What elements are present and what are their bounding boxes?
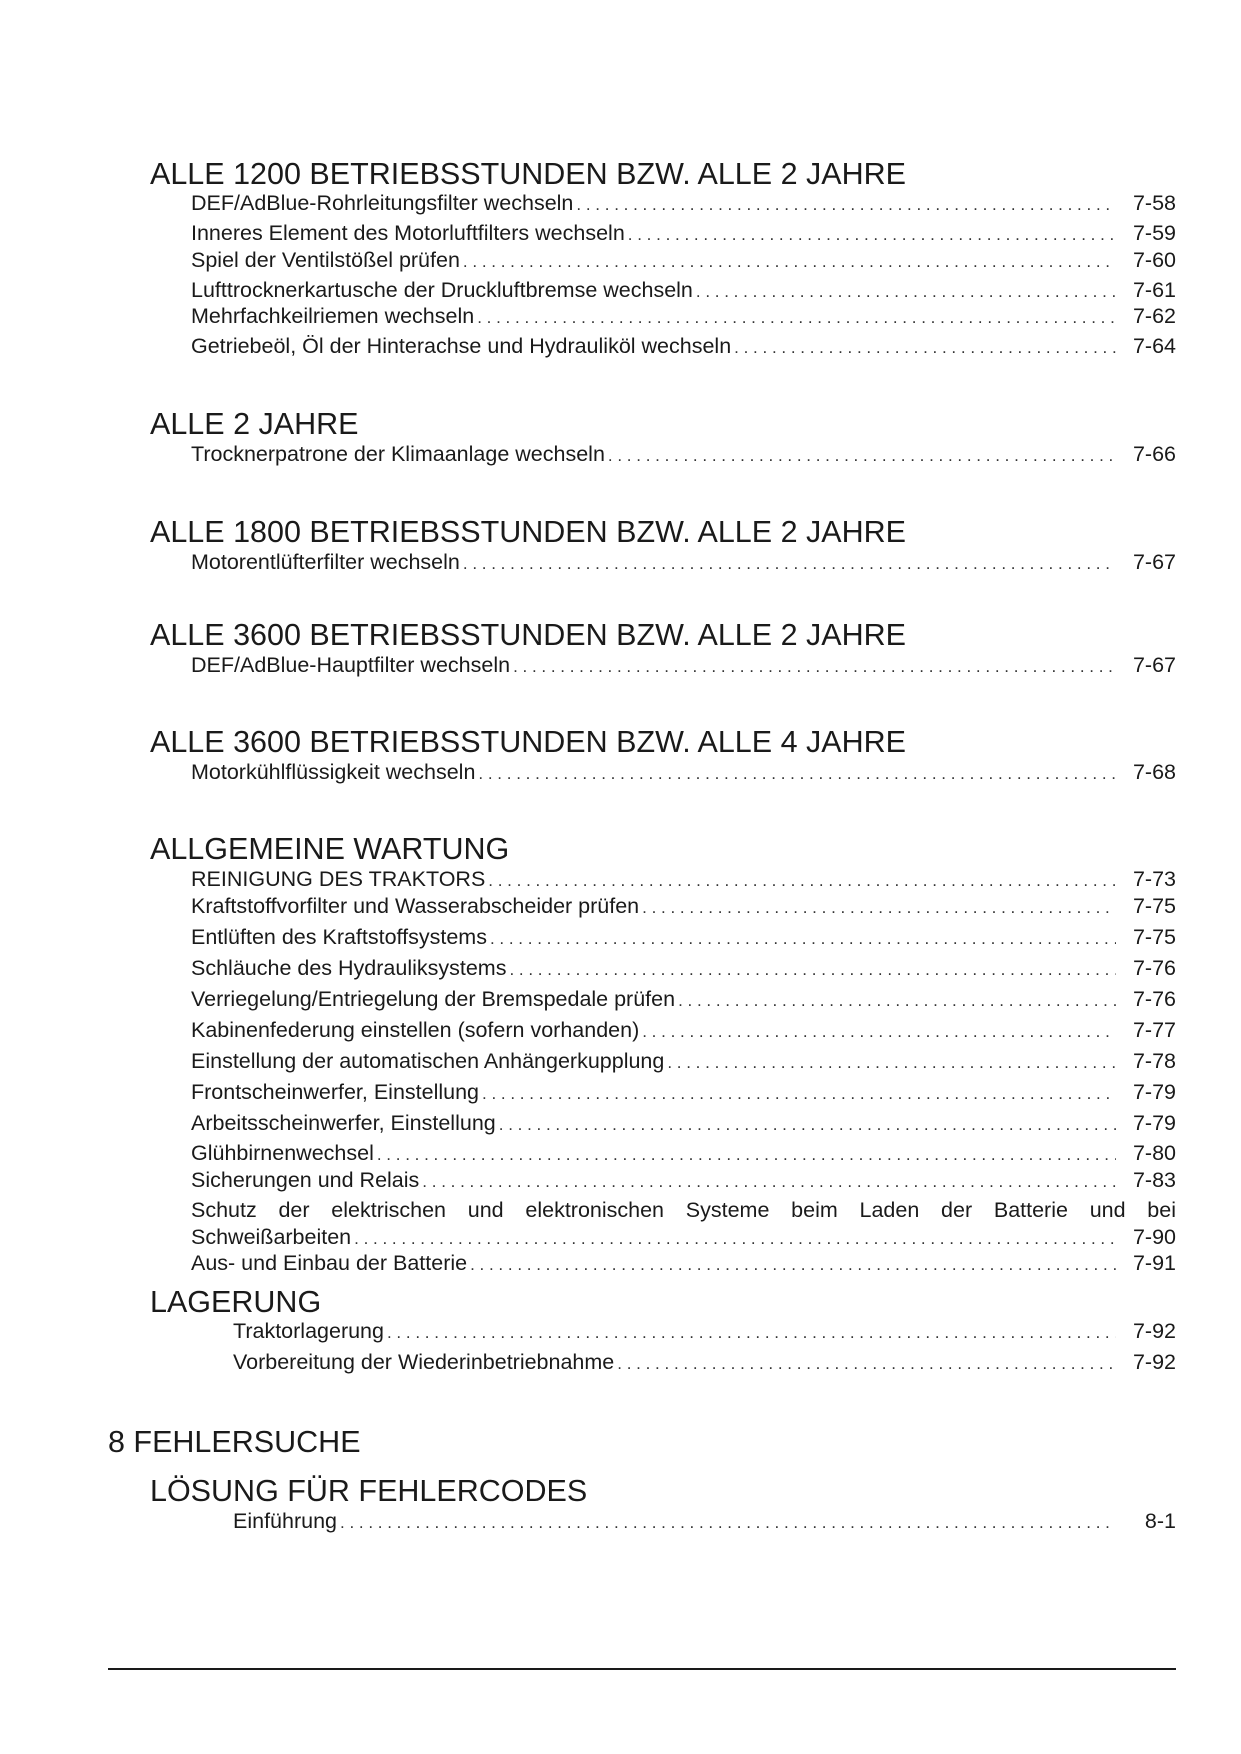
toc-entry[interactable]: [191, 1224, 1176, 1250]
leader-dots: [463, 551, 1116, 577]
toc-entry-page: 7-76: [1132, 956, 1176, 980]
toc-entry-page: 7-73: [1132, 867, 1176, 891]
section-heading: ALLE 3600 BETRIEBSSTUNDEN BZW. ALLE 4 JAHRE: [150, 725, 907, 759]
leader-dots: [734, 335, 1116, 361]
toc-entry-page: 7-58: [1132, 191, 1176, 215]
toc-entry-page: 7-78: [1132, 1049, 1176, 1073]
toc-entry-title: Aus- und Einbau der Batterie: [191, 1251, 468, 1275]
toc-entry-page: 7-60: [1132, 248, 1176, 272]
toc-entry-title: DEF/AdBlue-Hauptfilter wechseln: [191, 653, 511, 677]
footer-rule: [108, 1668, 1176, 1670]
toc-entry[interactable]: [191, 1079, 1176, 1105]
leader-dots: [667, 1050, 1116, 1076]
section-heading: ALLGEMEINE WARTUNG: [150, 832, 510, 866]
toc-entry[interactable]: [191, 652, 1176, 678]
toc-entry-title: Trocknerpatrone der Klimaanlage wechseln: [191, 442, 605, 466]
leader-dots: [470, 1252, 1116, 1278]
toc-entry-title: Entlüften des Kraftstoffsystems: [191, 925, 487, 949]
toc-entry[interactable]: [191, 190, 1176, 216]
toc-entry-page: 7-68: [1132, 760, 1176, 784]
toc-entry[interactable]: [191, 1140, 1176, 1166]
leader-dots: [490, 926, 1116, 952]
toc-entry-page: 7-75: [1132, 894, 1176, 918]
toc-entry[interactable]: [191, 986, 1176, 1012]
toc-entry-title: Lufttrocknerkartusche der Druckluftbremse wechseln: [191, 278, 693, 302]
toc-entry-title: Mehrfachkeilriemen wechseln: [191, 304, 475, 328]
leader-dots: [628, 222, 1116, 248]
toc-entry[interactable]: [233, 1349, 1176, 1375]
leader-dots: [617, 1351, 1116, 1377]
toc-entry-title: Inneres Element des Motorluftfilters wechseln: [191, 221, 625, 245]
toc-entry-title: Einführung: [233, 1509, 337, 1533]
toc-entry-title: Arbeitsscheinwerfer, Einstellung: [191, 1111, 496, 1135]
leader-dots: [354, 1226, 1116, 1252]
leader-dots: [696, 279, 1116, 305]
toc-entry-title: Motorkühlflüssigkeit wechseln: [191, 760, 476, 784]
leader-dots: [477, 305, 1116, 331]
toc-entry[interactable]: [191, 1167, 1176, 1193]
toc-entry-title: Getriebeöl, Öl der Hinterachse und Hydrauliköl wechseln: [191, 334, 732, 358]
toc-entry-page: 7-79: [1132, 1080, 1176, 1104]
section-heading: ALLE 2 JAHRE: [150, 407, 359, 441]
leader-dots: [482, 1081, 1116, 1107]
leader-dots: [642, 895, 1116, 921]
leader-dots: [377, 1142, 1116, 1168]
toc-entry[interactable]: [191, 759, 1176, 785]
toc-entry-title: Spiel der Ventilstößel prüfen: [191, 248, 460, 272]
toc-entry-title: Frontscheinwerfer, Einstellung: [191, 1080, 480, 1104]
toc-entry-page: 7-79: [1132, 1111, 1176, 1135]
toc-entry-page: 7-75: [1132, 925, 1176, 949]
toc-entry-title: Schweißarbeiten: [191, 1225, 352, 1249]
leader-dots: [513, 654, 1116, 680]
toc-entry[interactable]: [233, 1318, 1176, 1344]
leader-dots: [642, 1019, 1116, 1045]
toc-entry[interactable]: [233, 1508, 1176, 1534]
toc-entry[interactable]: [191, 866, 1176, 892]
toc-entry[interactable]: [191, 924, 1176, 950]
toc-entry-title: Verriegelung/Entriegelung der Bremspedale prüfen: [191, 987, 676, 1011]
toc-entry[interactable]: [191, 247, 1176, 273]
toc-entry-page: 7-64: [1132, 334, 1176, 358]
toc-entry-page: 7-90: [1132, 1225, 1176, 1249]
toc-entry[interactable]: [191, 441, 1176, 467]
toc-entry[interactable]: [191, 303, 1176, 329]
leader-dots: [576, 192, 1116, 218]
toc-entry-page: 7-67: [1132, 550, 1176, 574]
leader-dots: [340, 1510, 1116, 1536]
toc-entry[interactable]: [191, 277, 1176, 303]
toc-entry[interactable]: [191, 220, 1176, 246]
leader-dots: [463, 249, 1116, 275]
section-heading: ALLE 3600 BETRIEBSSTUNDEN BZW. ALLE 2 JAHRE: [150, 618, 907, 652]
toc-entry-page: 7-66: [1132, 442, 1176, 466]
leader-dots: [478, 761, 1116, 787]
toc-entry-title: Glühbirnenwechsel: [191, 1141, 374, 1165]
toc-entry-title: REINIGUNG DES TRAKTORS: [191, 867, 486, 891]
toc-entry-page: 7-59: [1132, 221, 1176, 245]
toc-entry-page: 7-92: [1132, 1319, 1176, 1343]
toc-entry-page: 7-91: [1132, 1251, 1176, 1275]
toc-entry-page: 7-77: [1132, 1018, 1176, 1042]
toc-entry-title: Schläuche des Hydrauliksystems: [191, 956, 507, 980]
toc-entry[interactable]: [191, 1017, 1176, 1043]
toc-entry-page: 7-62: [1132, 304, 1176, 328]
toc-entry-page: 7-67: [1132, 653, 1176, 677]
toc-entry-title: Traktorlagerung: [233, 1319, 384, 1343]
toc-entry-page: 8-1: [1144, 1509, 1176, 1533]
toc-entry-page: 7-92: [1132, 1350, 1176, 1374]
toc-entry-page: 7-61: [1132, 278, 1176, 302]
toc-entry-title: Kraftstoffvorfilter und Wasserabscheider prüfen: [191, 894, 640, 918]
leader-dots: [499, 1112, 1116, 1138]
leader-dots: [608, 443, 1116, 469]
section-heading: LAGERUNG: [150, 1285, 322, 1319]
toc-entry[interactable]: [191, 1048, 1176, 1074]
leader-dots: [509, 957, 1116, 983]
toc-entry-title-line1[interactable]: Schutz der elektrischen und elektronischen Systeme beim Laden der Batterie und bei: [191, 1198, 1176, 1222]
toc-entry[interactable]: [191, 549, 1176, 575]
leader-dots: [488, 868, 1116, 894]
toc-entry-title: Kabinenfederung einstellen (sofern vorhanden): [191, 1018, 640, 1042]
toc-entry-title: Motorentlüfterfilter wechseln: [191, 550, 460, 574]
toc-entry-title: Vorbereitung der Wiederinbetriebnahme: [233, 1350, 615, 1374]
section-heading: LÖSUNG FÜR FEHLERCODES: [150, 1474, 588, 1508]
toc-entry[interactable]: [191, 893, 1176, 919]
toc-entry-title: Sicherungen und Relais: [191, 1168, 420, 1192]
toc-entry-title: Einstellung der automatischen Anhängerkupplung: [191, 1049, 665, 1073]
leader-dots: [678, 988, 1116, 1014]
toc-entry[interactable]: [191, 955, 1176, 981]
toc-entry[interactable]: [191, 333, 1176, 359]
chapter-heading: 8 FEHLERSUCHE: [108, 1425, 361, 1459]
toc-entry[interactable]: [191, 1250, 1176, 1276]
toc-entry-page: 7-80: [1132, 1141, 1176, 1165]
toc-entry-page: 7-76: [1132, 987, 1176, 1011]
section-heading: ALLE 1200 BETRIEBSSTUNDEN BZW. ALLE 2 JAHRE: [150, 157, 907, 191]
toc-entry-title: DEF/AdBlue-Rohrleitungsfilter wechseln: [191, 191, 574, 215]
toc-entry[interactable]: [191, 1110, 1176, 1136]
leader-dots: [387, 1320, 1116, 1346]
toc-entry-page: 7-83: [1132, 1168, 1176, 1192]
leader-dots: [422, 1169, 1116, 1195]
section-heading: ALLE 1800 BETRIEBSSTUNDEN BZW. ALLE 2 JAHRE: [150, 515, 907, 549]
